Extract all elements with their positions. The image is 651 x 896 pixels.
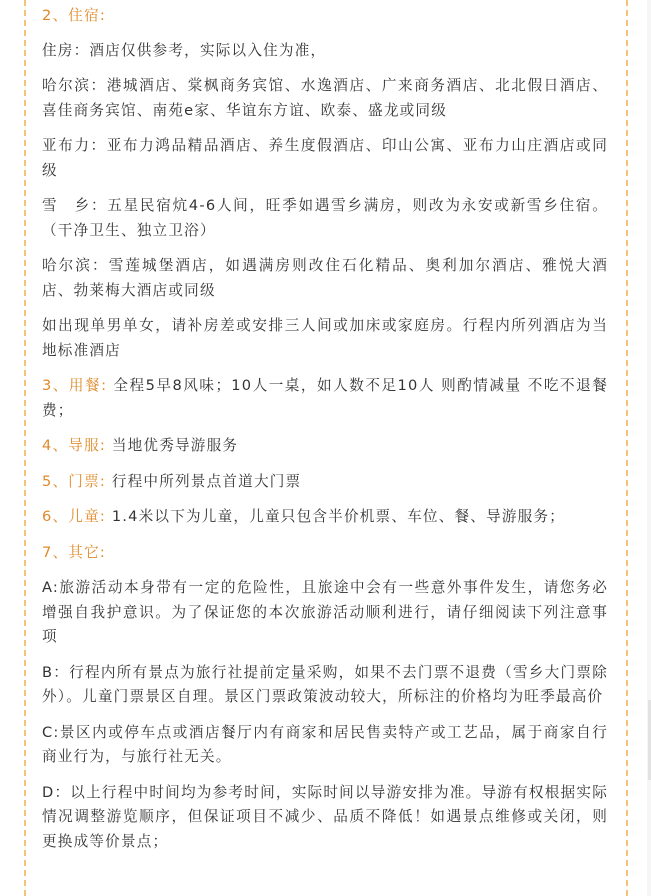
right-dashed-border	[626, 0, 628, 896]
other-item-b: B：行程内所有景点为旅行社提前定量采购，如果不去门票不退费（雪乡大门票除外）。儿童门票景区自理。景区门票政策波动较大，所标注的价格均为旺季最高价	[42, 663, 608, 705]
section-other-heading	[42, 541, 608, 566]
section-heading: 2、住宿:	[42, 7, 106, 24]
children-text: 1.4米以下为儿童，儿童只包含半价机票、车位、餐、导游服务；	[105, 508, 566, 525]
section-guide	[42, 434, 608, 459]
section-children	[42, 505, 608, 530]
left-dashed-border	[24, 0, 26, 896]
section-heading: 6、儿童:	[42, 508, 106, 525]
lodging-harbin-alt: 哈尔滨：雪莲城堡酒店，如遇满房则改住石化精品、奥利加尔酒店、雅悦大酒店、勃莱梅大酒店或同级	[42, 257, 608, 299]
section-heading: 3、用餐:	[42, 377, 108, 394]
other-item-c: C:景区内或停车点或酒店餐厅内有商家和居民售卖特产或工艺品，属于商家自行商业行为，与旅行社无关。	[42, 723, 608, 765]
section-heading: 5、门票:	[42, 472, 106, 490]
lodging-yabuli: 亚布力：亚布力鸿品精品酒店、养生度假酒店、印山公寓、亚布力山庄酒店或同级	[42, 137, 608, 179]
section-tickets	[42, 470, 608, 495]
lodging-single-note: 如出现单男单女，请补房差或安排三人间或加床或家庭房。行程内所列酒店为当地标准酒店	[42, 317, 608, 359]
lodging-note: 住房：酒店仅供参考，实际以入住为准，	[42, 41, 327, 59]
section-lodging-heading	[42, 4, 608, 29]
itinerary-notes	[42, 4, 608, 865]
tickets-text: 行程中所列景点首道大门票	[105, 472, 302, 490]
section-heading: 4、导服:	[42, 437, 106, 454]
other-item-a: A:旅游活动本身带有一定的危险性，且旅途中会有一些意外事件发生，请您务必增强自我护意识。为了保证您的本次旅游活动顺利进行，请仔细阅读下列注意事项	[42, 579, 608, 645]
lodging-harbin: 哈尔滨：港城酒店、棠枫商务宾馆、水逸酒店、广来商务酒店、北北假日酒店、喜佳商务宾馆、南苑e家、华谊东方谊、欧泰、盛龙或同级	[42, 77, 608, 119]
lodging-snow-town: 雪 乡：五星民宿炕4-6人间，旺季如遇雪乡满房，则改为永安或新雪乡住宿。（干净卫生、独立卫浴）	[42, 197, 608, 239]
other-item-d: D：以上行程中时间均为参考时间，实际时间以导游安排为准。导游有权根据实际情况调整游览顺序，但保证项目不减少、品质不降低！如遇景点维修或关闭，则更换成等价景点；	[42, 783, 608, 850]
meals-text: 全程5早8风味；10人一桌，如人数不足10人 则酌情减量 不吃不退餐费；	[42, 377, 608, 419]
section-meals	[42, 374, 608, 423]
section-heading: 7、其它:	[42, 543, 106, 561]
guide-text: 当地优秀导游服务	[105, 437, 239, 454]
